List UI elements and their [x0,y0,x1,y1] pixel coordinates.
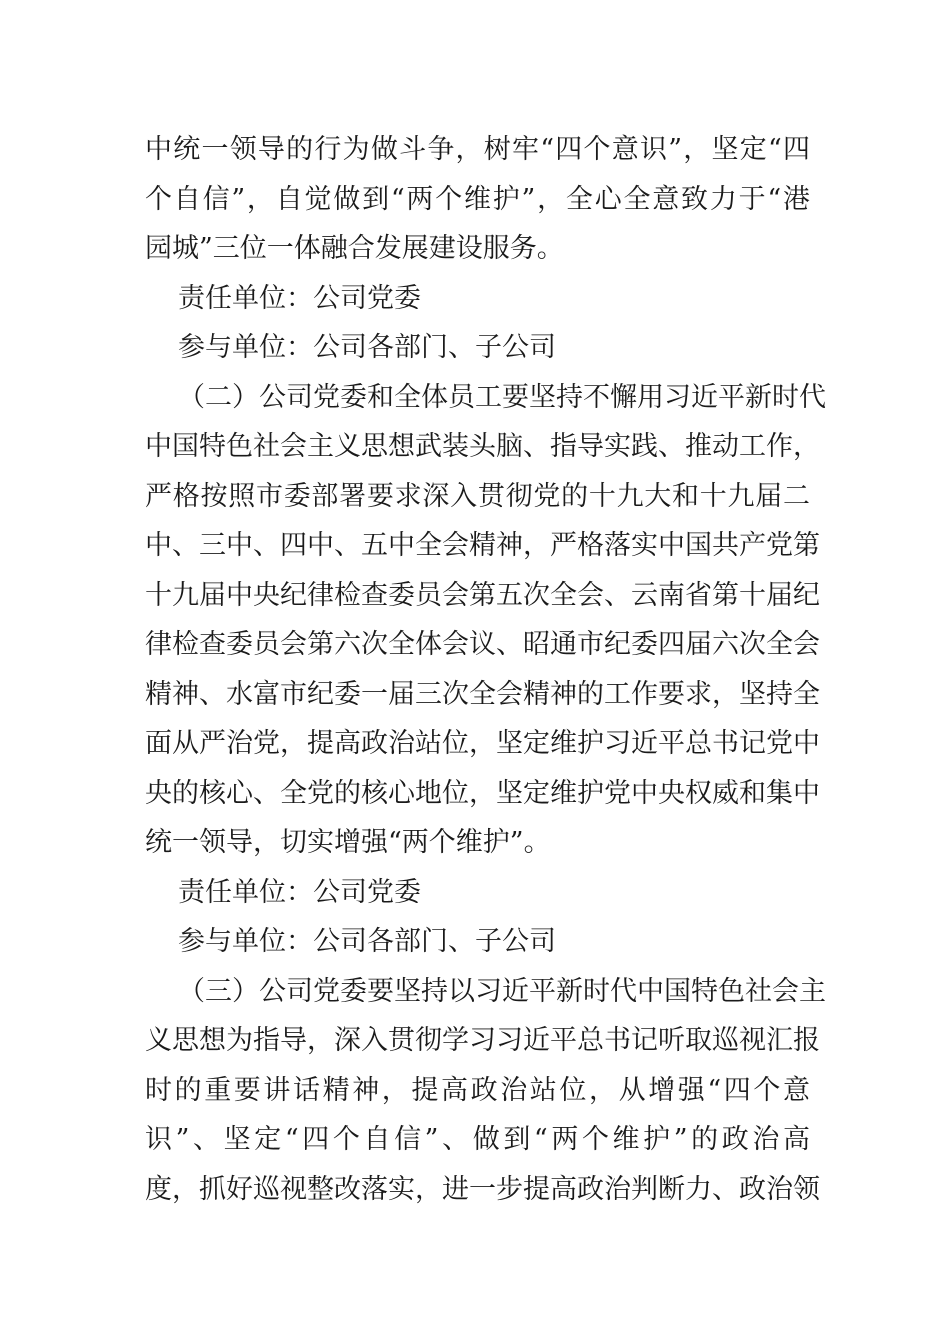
text-line: 统一领导，切实增强“两个维护”。 [145,827,551,858]
text-line: 中、三中、四中、五中全会精神，严格落实中国共产党第 [145,530,820,561]
section-heading-line: （二）公司党委和全体员工要坚持不懈用习近平新时代 [178,381,826,413]
text-line: 中国特色社会主义思想武装头脑、指导实践、推动工作， [145,431,820,462]
body-text [145,125,826,1214]
text-line: 个自信”，自觉做到“两个维护”，全心全意致力于“港 [145,183,810,215]
text-line: 中统一领导的行为做斗争，树牢“四个意识”，坚定“四 [145,134,810,165]
text-line: 义思想为指导，深入贯彻学习习近平总书记听取巡视汇报 [145,1025,820,1056]
section-heading-line: （三）公司党委要坚持以习近平新时代中国特色社会主 [178,975,826,1007]
text-line: 律检查委员会第六次全体会议、昭通市纪委四届六次全会 [145,629,820,660]
text-line: 精神、水富市纪委一届三次全会精神的工作要求，坚持全 [145,678,820,710]
text-line: 识”、坚定“四个自信”、做到“两个维护”的政治高 [145,1124,810,1155]
participating-unit-line: 参与单位：公司各部门、子公司 [178,332,556,363]
text-line: 央的核心、全党的核心地位，坚定维护党中央权威和集中 [145,777,820,809]
text-line: 严格按照市委部署要求深入贯彻党的十九大和十九届二 [145,480,810,512]
responsible-unit-line: 责任单位：公司党委 [178,282,421,314]
participating-unit-line: 参与单位：公司各部门、子公司 [178,926,556,957]
text-line: 度，抓好巡视整改落实，进一步提高政治判断力、政治领 [145,1173,820,1205]
text-line: 十九届中央纪律检查委员会第五次全会、云南省第十届纪 [145,579,820,611]
text-line: 园城”三位一体融合发展建设服务。 [145,233,564,264]
text-line: 时的重要讲话精神，提高政治站位，从增强“四个意 [145,1074,810,1106]
responsible-unit-line: 责任单位：公司党委 [178,876,421,908]
text-line: 面从严治党，提高政治站位，坚定维护习近平总书记党中 [145,728,820,759]
